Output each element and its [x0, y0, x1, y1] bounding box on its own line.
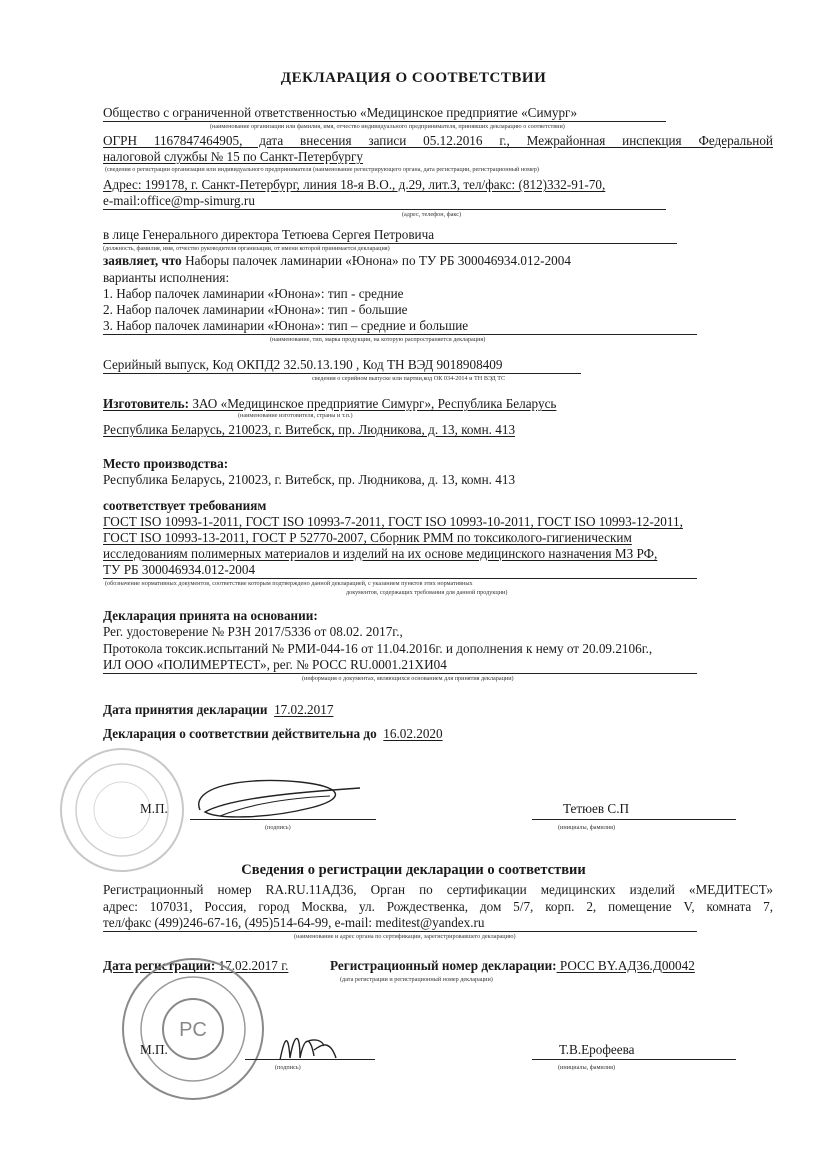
requirements-line-3: исследованиям полимерных материалов и изделий на их основе медицинского назначения МЗ РФ, — [103, 546, 658, 561]
registration-caption: (наименование и адрес органа по сертификации, зарегистрировавшего декларацию) — [294, 933, 516, 940]
ogrn-line-1: ОГРН 1167847464905, дата внесения записи 05.12.2016 г., Межрайонная инспекция Федеральной — [103, 133, 773, 148]
basis-line-2: Протокола токсик.испытаний № РМИ-044-16 от 11.04.2016г. и дополнения к нему от 20.09.2106г., — [103, 641, 653, 656]
page-title: ДЕКЛАРАЦИЯ О СООТВЕТСТВИИ — [280, 70, 547, 86]
registration-date-value: 17.02.2017 г. — [215, 958, 289, 973]
signature-line-1 — [190, 819, 376, 820]
declares-product: Наборы палочек ламинарии «Юнона» по ТУ РБ 300046934.012-2004 — [181, 253, 571, 268]
registration-number-line — [330, 958, 695, 974]
serial-caption: сведения о серийном выпуске или партии,код ОК 034-2014 и ТН ВЭД ТС — [312, 375, 506, 382]
registrar-signature — [270, 1020, 350, 1070]
applicant-address: Адрес: 199178, г. Санкт-Петербург, линия 18-я В.О., д.29, лит.З, тел/факс: (812)332-91-70, — [103, 177, 606, 192]
manufacturer-caption: (наименование изготовителя, страны и т.п.) — [238, 412, 353, 419]
name-caption-2: (инициалы, фамилия) — [558, 1064, 616, 1071]
serial-text: Серийный выпуск, Код ОКПД2 32.50.13.190 , Код ТН ВЭД 9018908409 — [103, 357, 503, 372]
registration-line-2: адрес: 107031, Россия, город Москва, ул. Рождественка, дом 5/7, корп. 2, помещение V, комната 7, — [103, 899, 773, 914]
registration-date-caption: (дата регистрации и регистрационный номер декларации) — [340, 976, 493, 983]
applicant-underline — [103, 121, 666, 122]
representative-text: в лице Генерального директора Тетюева Сергея Петровича — [103, 227, 435, 242]
signature-line-2 — [245, 1059, 375, 1060]
accepted-date-value: 17.02.2017 — [274, 702, 334, 717]
basis-line-1: Рег. удостоверение № РЗН 2017/5336 от 08.02. 2017г., — [103, 624, 403, 639]
svg-text:PC: PC — [179, 1019, 207, 1041]
variant-item-1: 1. Набор палочек ламинарии «Юнона»: тип - средние — [103, 286, 404, 301]
basis-line-3: ИЛ ООО «ПОЛИМЕРТЕСТ», рег. № РОСС RU.0001.21ХИ04 — [103, 657, 447, 672]
ogrn-caption: (сведения о регистрации организации или индивидуального предпринимателя (наименование регистрирующего органа, дата регистрации, регистрационный номер) — [105, 166, 539, 173]
declares-label: заявляет, что — [103, 253, 182, 268]
registration-underline — [103, 931, 697, 932]
manufacturer-label: Изготовитель: — [103, 396, 190, 411]
mp-label-2: М.П. — [140, 1042, 168, 1057]
name-line-1 — [532, 819, 736, 820]
registration-number-label: Регистрационный номер декларации: — [330, 958, 557, 973]
requirements-underline — [103, 578, 697, 579]
requirements-line-4: ТУ РБ 300046934.012-2004 — [103, 562, 256, 577]
signature-caption-1: (подпись) — [265, 824, 291, 831]
registration-line-1: Регистрационный номер RA.RU.11АД36, Орган по сертификации медицинских изделий «МЕДИТЕСТ» — [103, 882, 773, 897]
accepted-date-line — [103, 702, 333, 718]
variant-item-2: 2. Набор палочек ламинарии «Юнона»: тип - большие — [103, 302, 408, 317]
address-caption: (адрес, телефон, факс) — [402, 211, 462, 218]
registration-line-3: тел/факс (499)246-67-16, (495)514-64-99, e-mail: meditest@yandex.ru — [103, 915, 485, 930]
mp-label-1: М.П. — [140, 801, 168, 816]
manufacturer-address: Республика Беларусь, 210023, г. Витебск, пр. Людникова, д. 13, комн. 413 — [103, 422, 516, 437]
serial-underline — [103, 373, 581, 374]
variant-item-3: 3. Набор палочек ламинарии «Юнона»: тип – средние и большие — [103, 318, 469, 333]
requirements-caption-2: документов, содержащих требования для данной продукции) — [346, 589, 508, 596]
certification-stamp — [122, 958, 264, 1100]
variants-underline — [103, 334, 697, 335]
basis-caption: (информация о документах, являющихся основанием для принятия декларации) — [302, 675, 514, 682]
basis-underline — [103, 673, 697, 674]
basis-label: Декларация принята на основании: — [103, 608, 318, 623]
requirements-label: соответствует требованиям — [103, 498, 267, 513]
requirements-line-1: ГОСТ ISO 10993-1-2011, ГОСТ ISO 10993-7-2011, ГОСТ ISO 10993-10-2011, ГОСТ ISO 10993-12-2011, — [103, 514, 683, 529]
name-caption-1: (инициалы, фамилия) — [558, 824, 616, 831]
declares-caption: (наименование, тип, марка продукции, на которую распространяется декларация) — [270, 336, 486, 343]
manufacturer-line — [103, 396, 556, 412]
production-label: Место производства: — [103, 456, 229, 471]
email-underline — [103, 209, 666, 210]
valid-date-value: 16.02.2020 — [383, 726, 443, 741]
registration-date-label: Дата регистрации: — [103, 958, 216, 973]
requirements-line-2: ГОСТ ISO 10993-13-2011, ГОСТ Р 52770-2007, Сборник РММ по токсиколого-гигиеническим — [103, 530, 632, 545]
accepted-date-label: Дата принятия декларации — [103, 702, 268, 717]
applicant-email: e-mail:office@mp-simurg.ru — [103, 193, 255, 208]
manufacturer-name: ЗАО «Медицинское предприятие Симург», Республика Беларусь — [189, 396, 557, 411]
requirements-caption-1: (обозначение нормативных документов, соответствие которым подтверждено данной декларацией, с указанием пунктов этих нормативных — [105, 580, 473, 587]
director-name: Тетюев С.П — [563, 801, 630, 816]
applicant-name: Общество с ограниченной ответственностью «Медицинское предприятие «Симург» — [103, 105, 578, 120]
registrar-name: Т.В.Ерофеева — [559, 1042, 635, 1057]
ogrn-line-2: налоговой службы № 15 по Санкт-Петербургу — [103, 149, 364, 164]
applicant-caption: (наименование организации или фамилия, имя, отчество индивидуального предпринимателя, принявших декларацию о соответствии) — [210, 123, 565, 130]
declares-line — [103, 253, 571, 269]
registration-title: Сведения о регистрации декларации о соответствии — [241, 862, 586, 878]
signature-caption-2: (подпись) — [275, 1064, 301, 1071]
valid-date-label: Декларация о соответствии действительна до — [103, 726, 377, 741]
variants-label: варианты исполнения: — [103, 270, 230, 285]
representative-caption: (должность, фамилия, имя, отчество руководителя организации, от имени которой принимается декларация) — [103, 245, 390, 252]
name-line-2 — [532, 1059, 736, 1060]
valid-date-line — [103, 726, 443, 742]
representative-underline — [103, 243, 677, 244]
production-address: Республика Беларусь, 210023, г. Витебск, пр. Людникова, д. 13, комн. 413 — [103, 472, 516, 487]
registration-number-value: РОСС BY.АД36.Д00042 — [556, 958, 695, 973]
